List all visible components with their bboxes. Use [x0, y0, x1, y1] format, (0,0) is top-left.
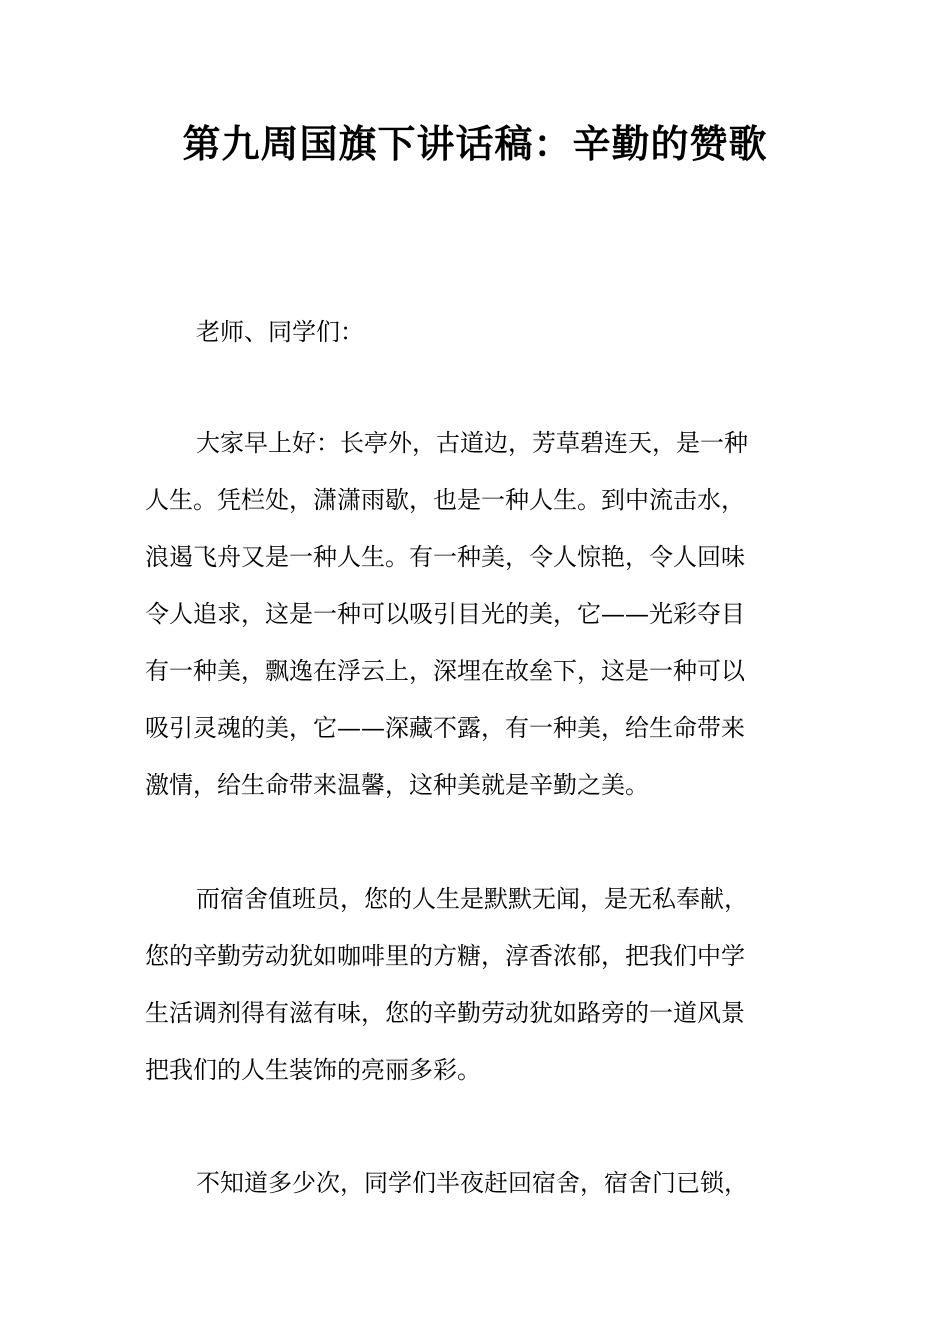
document-title: 第九周国旗下讲话稿：辛勤的赞歌 [182, 121, 768, 166]
paragraph-line: 激情，给生命带来温馨，这种美就是辛勤之美。 [145, 771, 649, 799]
paragraph-line: 生活调剂得有滋有味，您的辛勤劳动犹如路旁的一道风景 [145, 999, 745, 1027]
paragraph-line: 大家早上好：长亭外，古道边，芳草碧连天，是一种 [196, 429, 748, 457]
paragraph-line: 令人追求，这是一种可以吸引目光的美，它——光彩夺目 [145, 600, 745, 628]
paragraph [145, 871, 809, 1099]
paragraph-line: 您的辛勤劳动犹如咖啡里的方糖，淳香浓郁，把我们中学 [145, 942, 745, 970]
paragraph-line: 而宿舍值班员，您的人生是默默无闻，是无私奉献， [196, 885, 748, 913]
paragraph-line: 把我们的人生装饰的亮丽多彩。 [145, 1056, 481, 1084]
paragraph-line: 浪遏飞舟又是一种人生。有一种美，令人惊艳，令人回味 [145, 543, 745, 571]
paragraph-line: 有一种美，飘逸在浮云上，深埋在故垒下，这是一种可以 [145, 657, 745, 685]
paragraph-line: 不知道多少次，同学们半夜赶回宿舍，宿舍门已锁， [196, 1169, 748, 1197]
paragraph [145, 415, 809, 814]
greeting: 老师、同学们： [196, 318, 364, 346]
paragraph-line: 吸引灵魂的美，它——深藏不露，有一种美，给生命带来 [145, 714, 745, 742]
paragraph-line: 人生。凭栏处，潇潇雨歇，也是一种人生。到中流击水， [145, 486, 745, 514]
paragraph [145, 1155, 809, 1212]
